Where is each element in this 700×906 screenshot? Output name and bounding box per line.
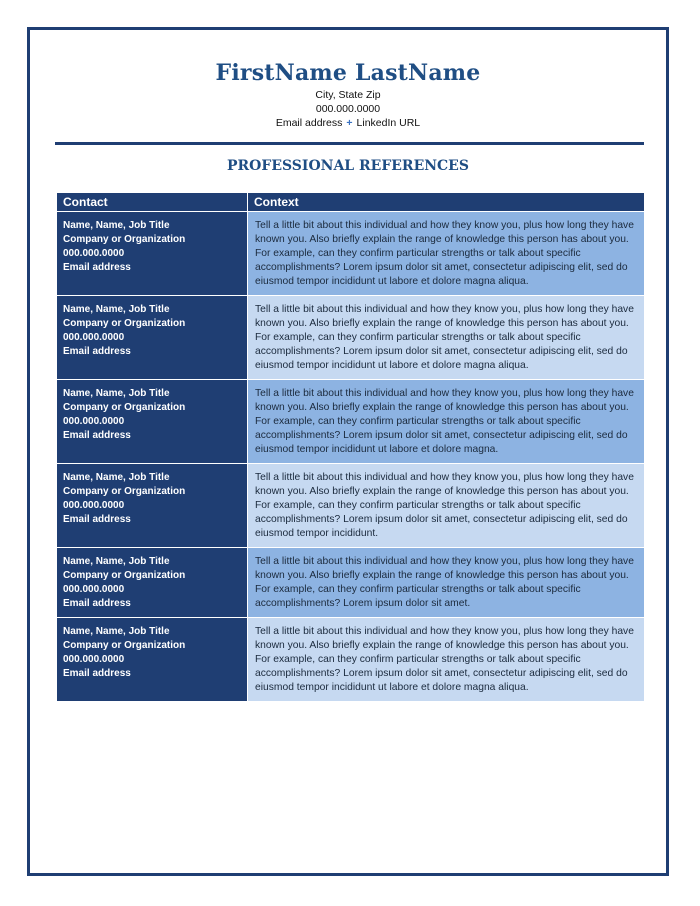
reference-contact-cell: [57, 380, 248, 464]
table-row: [57, 380, 644, 464]
reference-email: Email address: [63, 346, 131, 357]
reference-phone: 000.000.0000: [63, 416, 125, 427]
reference-contact-cell: [57, 296, 248, 380]
table-row: [57, 212, 644, 296]
email-linkedin-line: [30, 116, 666, 130]
reference-context-cell: Tell a little bit about this individual and how they know you, plus how long they have known you. Also briefly explain the range of knowledge this person has about you. For example, can they confirm particular strengths or talk about specific accomplishments? Lorem ipsum dolor sit amet, consectetur adipiscing elit, sed do eiusmod tempor incididunt ut labore et dolore magna aliqua.: [248, 618, 645, 702]
reference-company: Company or Organization: [63, 486, 186, 497]
reference-context-cell: Tell a little bit about this individual and how they know you, plus how long they have known you. Also briefly explain the range of knowledge this person has about you. For example, can they confirm particular strengths or talk about specific accomplishments? Lorem ipsum dolor sit amet.: [248, 548, 645, 618]
section-title: PROFESSIONAL REFERENCES: [227, 158, 469, 174]
table-header-row: [57, 193, 644, 212]
reference-email: Email address: [63, 430, 131, 441]
column-header-context: Context: [248, 193, 645, 212]
reference-name: Name, Name, Job Title: [63, 626, 170, 637]
phone-number: 000.000.0000: [315, 103, 381, 115]
column-header-contact: Contact: [57, 193, 248, 212]
reference-context-cell: Tell a little bit about this individual and how they know you, plus how long they have known you. Also briefly explain the range of knowledge this person has about you. For example, can they confirm particular strengths or talk about specific accomplishments? Lorem ipsum dolor sit amet, consectetur adipiscing elit, sed do eiusmod tempor incididunt.: [248, 464, 645, 548]
table-row: [57, 618, 644, 702]
table-row: [57, 464, 644, 548]
reference-phone: 000.000.0000: [63, 248, 125, 259]
reference-company: Company or Organization: [63, 402, 186, 413]
references-table: [57, 193, 644, 702]
reference-email: Email address: [63, 668, 131, 679]
resume-header: [30, 58, 666, 130]
reference-company: Company or Organization: [63, 318, 186, 329]
reference-phone: 000.000.0000: [63, 500, 125, 511]
reference-phone: 000.000.0000: [63, 332, 125, 343]
reference-email: Email address: [63, 514, 131, 525]
email-address: Email address: [275, 117, 343, 129]
reference-contact-cell: [57, 212, 248, 296]
city-state-zip: City, State Zip: [315, 89, 381, 101]
reference-name: Name, Name, Job Title: [63, 472, 170, 483]
reference-phone: 000.000.0000: [63, 654, 125, 665]
reference-contact-cell: [57, 464, 248, 548]
reference-name: Name, Name, Job Title: [63, 304, 170, 315]
header-divider: [55, 142, 644, 145]
reference-name: Name, Name, Job Title: [63, 556, 170, 567]
reference-email: Email address: [63, 262, 131, 273]
table-body: [57, 212, 644, 702]
reference-company: Company or Organization: [63, 234, 186, 245]
reference-context-cell: Tell a little bit about this individual and how they know you, plus how long they have known you. Also briefly explain the range of knowledge this person has about you. For example, can they confirm particular strengths or talk about specific accomplishments? Lorem ipsum dolor sit amet, consectetur adipiscing elit, sed do eiusmod tempor incididunt ut labore et dolore magna aliqua.: [248, 296, 645, 380]
reference-context-cell: Tell a little bit about this individual and how they know you, plus how long they have known you. Also briefly explain the range of knowledge this person has about you. For example, can they confirm particular strengths or talk about specific accomplishments? Lorem ipsum dolor sit amet, consectetur adipiscing elit, sed do eiusmod tempor incididunt ut labore et dolore magna.: [248, 380, 645, 464]
plus-separator-icon: +: [346, 117, 353, 129]
reference-phone: 000.000.0000: [63, 584, 125, 595]
reference-name: Name, Name, Job Title: [63, 388, 170, 399]
reference-company: Company or Organization: [63, 640, 186, 651]
reference-contact-cell: [57, 618, 248, 702]
reference-company: Company or Organization: [63, 570, 186, 581]
table-row: [57, 548, 644, 618]
reference-contact-cell: [57, 548, 248, 618]
full-name: FirstName LastName: [215, 60, 481, 86]
reference-context-cell: Tell a little bit about this individual and how they know you, plus how long they have known you. Also briefly explain the range of knowledge this person has about you. For example, can they confirm particular strengths or talk about specific accomplishments? Lorem ipsum dolor sit amet, consectetur adipiscing elit, sed do eiusmod tempor incididunt ut labore et dolore magna aliqua.: [248, 212, 645, 296]
table-row: [57, 296, 644, 380]
linkedin-url: LinkedIn URL: [356, 117, 421, 129]
reference-name: Name, Name, Job Title: [63, 220, 170, 231]
reference-email: Email address: [63, 598, 131, 609]
